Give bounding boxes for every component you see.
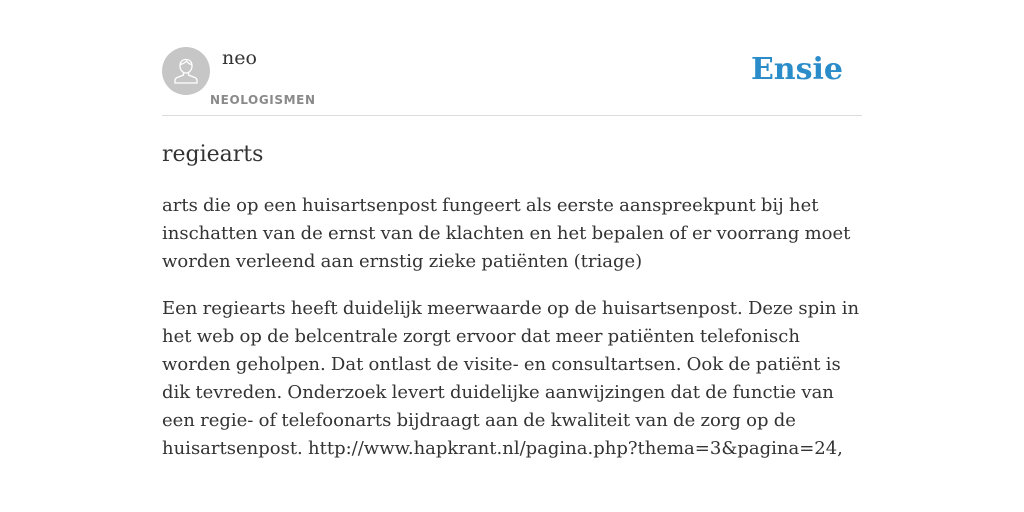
avatar[interactable] xyxy=(162,47,210,95)
page-title: regiearts xyxy=(162,142,264,167)
brand-logo[interactable]: Ensie xyxy=(750,52,843,87)
dictionary-link[interactable]: NEOLOGISMEN xyxy=(210,93,316,107)
example-text: Een regiearts heeft duidelijk meerwaarde op de huisartsenpost. Deze spin in het web op de belcentrale zorgt ervoor dat meer patiënten telefonisch worden geholpen. Dat ontlast de visite- en consultartsen. Ook de patiënt is dik tevreden. Onderzoek levert duidelijke aanwijzingen dat de functie van een regie- of telefoonarts bijdraagt aan de kwaliteit van de zorg op de huisartsenpost. http://www.hapkrant.nl/pagina.php?thema=3&pagina=24, xyxy=(162,298,860,459)
entry-header xyxy=(162,46,862,116)
definition-text: arts die op een huisartsenpost fungeert als eerste aanspreekpunt bij het inschatten van de ernst van de klachten en het bepalen of er voorrang moet worden verleend aan ernstig zieke patiënten (triage) xyxy=(162,195,851,272)
username-link[interactable]: neo xyxy=(222,47,257,69)
user-icon xyxy=(162,47,210,95)
